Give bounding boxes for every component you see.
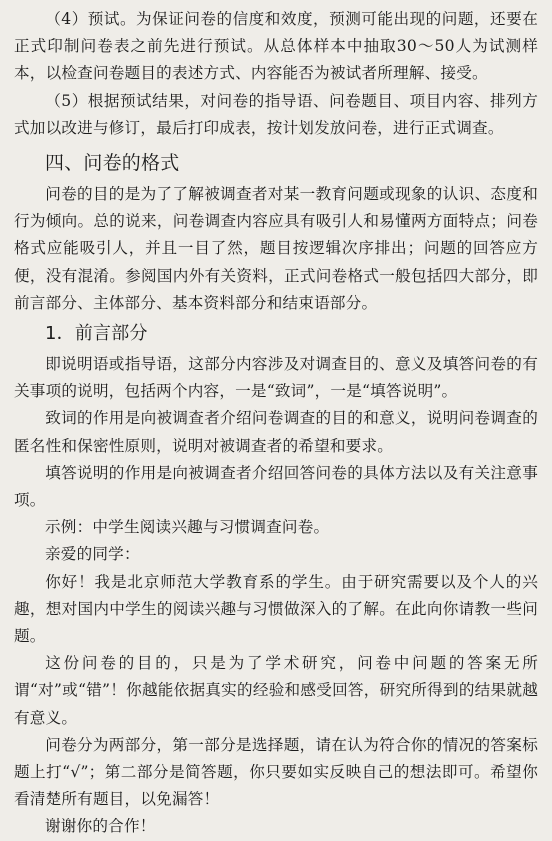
subsection-heading: 1．前言部分 (45, 323, 148, 345)
example-title: 示例：中学生阅读兴趣与习惯调查问卷。 (45, 518, 330, 537)
letter-purpose: 这份问卷的目的，只是为了学术研究，问卷中问题的答案无所谓“对”或“错”！你越能依据真实的经验和感受回答，研究所得到的结果就越有意义。 (14, 654, 538, 727)
paragraph-pretest: （4）预试。为保证问卷的信度和效度，预测可能出现的问题，还要在正式印制问卷表之前先进行预试。从总体样本中抽取30～50人为试测样本，以检查问卷题目的表述方式、内容能否为被试者所理解、接受。 (14, 10, 538, 83)
paragraph-format-intro: 问卷的目的是为了了解被调查者对某一教育问题或现象的认识、态度和行为倾向。总的说来，问卷调查内容应具有吸引人和易懂两方面特点；问卷格式应能吸引人，并且一目了然，题目按逻辑次序排出；问题的回答应方便，没有混淆。参阅国内外有关资料，正式问卷格式一般包括四大部分，即前言部分、主体部分、基本资料部分和结束语部分。 (14, 185, 538, 312)
closing-thanks: 谢谢你的合作！ (45, 817, 156, 836)
paragraph-greeting-role: 致词的作用是向被调查者介绍问卷调查的目的和意义，说明问卷调查的匿名性和保密性原则，说明对被调查者的希望和要求。 (14, 409, 538, 455)
letter-structure: 问卷分为两部分，第一部分是选择题，请在认为符合你的情况的答案标题上打“√”；第二部分是简答题，你只要如实反映自己的想法即可。希望你看清楚所有题目，以免漏答！ (14, 735, 538, 809)
paragraph-revision: （5）根据预试结果，对问卷的指导语、问卷题目、项目内容、排列方式加以改进与修订，最后打印成表，按计划发放问卷，进行正式调查。 (14, 91, 538, 137)
salutation: 亲爱的同学： (45, 545, 140, 564)
paragraph-preface-desc: 即说明语或指导语，这部分内容涉及对调查目的、意义及填答问卷的有关事项的说明，包括两个内容，一是“致词”，一是“填答说明”。 (14, 355, 538, 401)
section-heading: 四、问卷的格式 (45, 152, 180, 175)
letter-intro: 你好！我是北京师范大学教育系的学生。由于研究需要以及个人的兴趣，想对国内中学生的阅读兴趣与习惯做深入的了解。在此向你请教一些问题。 (14, 572, 538, 646)
paragraph-instruction-role: 填答说明的作用是向被调查者介绍回答问卷的具体方法以及有关注意事项。 (14, 463, 538, 510)
